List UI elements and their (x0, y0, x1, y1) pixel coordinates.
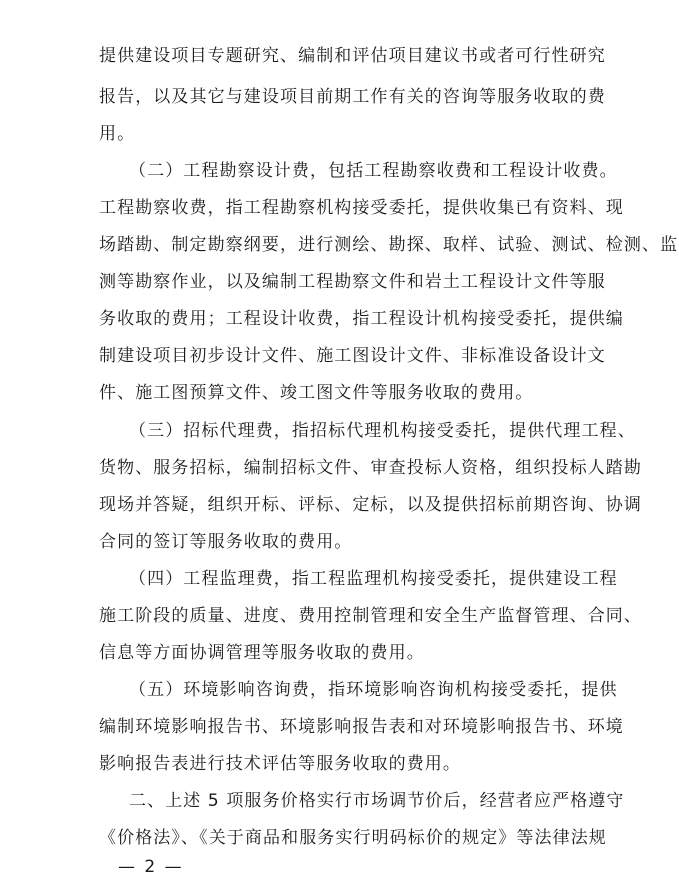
text-line-7: 测等勘察作业，以及编制工程勘察文件和岩土工程设计文件等服 (99, 272, 606, 292)
text-line-14: 合同的签订等服务收取的费用。 (99, 532, 353, 552)
text-line-10: 件、施工图预算文件、竣工图文件等服务收取的费用。 (99, 383, 534, 403)
text-line-22: 《价格法》、《关于商品和服务实行明码标价的规定》等法律法规 (99, 828, 607, 848)
text-line-19: 编制环境影响报告书、环境影响报告表和对环境影响报告书、环境 (99, 717, 624, 737)
text-line-16: 施工阶段的质量、进度、费用控制管理和安全生产监督管理、合同、 (99, 606, 642, 626)
text-line-5: 工程勘察收费，指工程勘察机构接受委托，提供收集已有资料、现 (99, 198, 624, 218)
text-line-17: 信息等方面协调管理等服务收取的费用。 (99, 643, 425, 663)
text-line-21: 二、上述 5 项服务价格实行市场调节价后，经营者应严格遵守 (129, 791, 625, 811)
text-line-2: 报告，以及其它与建设项目前期工作有关的咨询等服务收取的费 (99, 87, 606, 107)
text-line-9: 制建设项目初步设计文件、施工图设计文件、非标准设备设计文 (99, 346, 606, 366)
text-line-4: （二）工程勘察设计费，包括工程勘察收费和工程设计收费。 (129, 161, 618, 181)
page-number: — 2 — (118, 857, 184, 877)
text-line-1: 提供建设项目专题研究、编制和评估项目建议书或者可行性研究 (99, 46, 606, 66)
text-line-3: 用。 (99, 124, 136, 144)
text-line-11: （三）招标代理费，指招标代理机构接受委托，提供代理工程、 (129, 421, 636, 441)
text-line-13: 现场并答疑，组织开标、评标、定标，以及提供招标前期咨询、协调 (99, 495, 642, 515)
text-line-15: （四）工程监理费，指工程监理机构接受委托，提供建设工程 (129, 569, 618, 589)
text-line-18: （五）环境影响咨询费，指环境影响咨询机构接受委托，提供 (129, 680, 618, 700)
text-line-6: 场踏勘、制定勘察纲要，进行测绘、勘探、取样、试验、测试、检测、监 (99, 235, 679, 255)
text-line-20: 影响报告表进行技术评估等服务收取的费用。 (99, 754, 461, 774)
text-line-8: 务收取的费用；工程设计收费，指工程设计机构接受委托，提供编 (99, 309, 624, 329)
text-line-12: 货物、服务招标，编制招标文件、审查投标人资格，组织投标人踏勘 (99, 458, 642, 478)
